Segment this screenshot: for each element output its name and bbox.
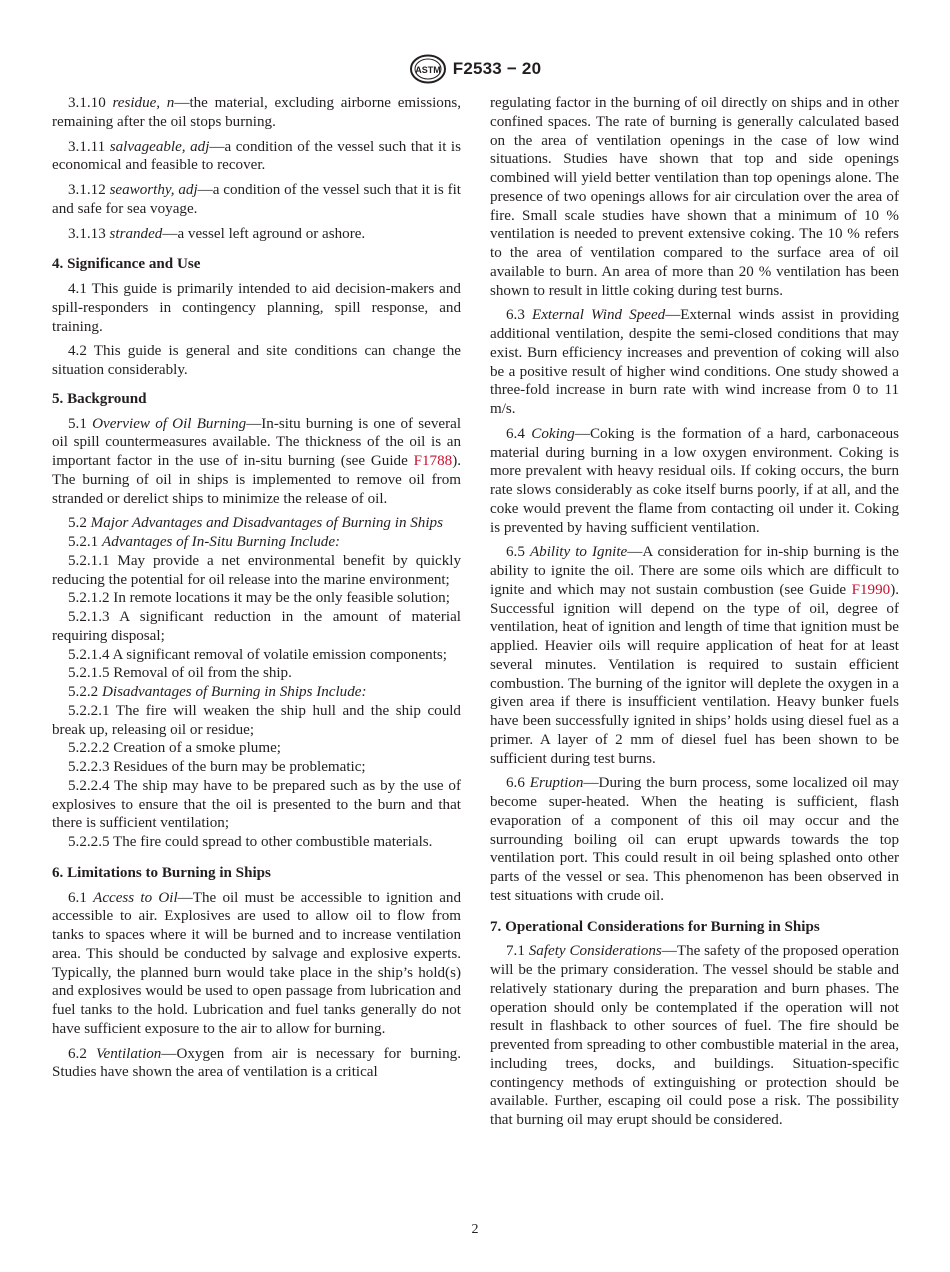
clause-5-2-2-4: 5.2.2.4 The ship may have to be prepared such as by the use of explosives to ensure that the oil is presented to the burn and that there is sufficient ventilation; xyxy=(52,777,461,832)
page-number: 2 xyxy=(471,1222,479,1237)
clause-4-1: 4.1 This guide is primarily intended to aid decision-makers and spill-responders in contingency planning, spill response, and training. xyxy=(52,281,461,335)
clause-5-2-2-2: 5.2.2.2 Creation of a smoke plume; xyxy=(68,740,281,757)
clause-5-2-1-1: 5.2.1.1 May provide a net environmental benefit by quickly reducing the potential for oil release into the marine environment; xyxy=(52,552,461,588)
clause-3-1-11: 3.1.11 salvageable, adj—a condition of the vessel such that it is economical and feasible to recover. xyxy=(52,138,461,174)
clause-5-2-1-3: 5.2.1.3 A significant reduction in the amount of material requiring disposal; xyxy=(52,609,461,644)
clause-6-5: 6.5 Ability to Ignite—A consideration for in-ship burning is the ability to ignite the oil. There are some oils which are difficult to ignite and which may not sustain combustion (see Guide F1990). Successful ignition will depend on the type of oil, degree of ventilation, heat of ignition and length of time that ignition must be applied. Heavier oils will require application of heat for at least several minutes. Ventilation is required to sustain efficient combustion. The burning of the ignitor will deplete the oxygen in a given area if there is insufficient ventilation. Heavy bunker fuels have been successfully ignited in ships’ holds using diesel fuel as a primer. A layer of 2 mm of diesel fuel has been shown to be sufficient during test burns. xyxy=(490,544,900,767)
page-header xyxy=(0,54,950,84)
clause-3-1-10: 3.1.10 residue, n—the material, excluding airborne emissions, remaining after the oil stops burning. xyxy=(52,95,462,130)
clause-3-1-12: 3.1.12 seaworthy, adj—a condition of the vessel such that it is fit and safe for sea voyage. xyxy=(52,182,461,217)
section-4-heading: 4. Significance and Use xyxy=(52,256,201,273)
section-6-heading: 6. Limitations to Burning in Ships xyxy=(52,864,271,881)
f1788-link[interactable]: F1788 xyxy=(413,453,453,469)
clause-5-2-2-1: 5.2.2.1 The fire will weaken the ship hull and the ship could break up, releasing oil or residue; xyxy=(52,702,461,738)
left-column xyxy=(52,94,461,1088)
clause-5-2-2: 5.2.2 Disadvantages of Burning in Ships Include: xyxy=(68,684,367,700)
astm-logo-icon xyxy=(409,54,447,84)
clause-4-2: 4.2 This guide is general and site conditions can change the situation considerably. xyxy=(52,343,461,378)
clause-3-1-13: 3.1.13 stranded—a vessel left aground or ashore. xyxy=(68,225,366,242)
section-5-heading: 5. Background xyxy=(52,390,147,407)
clause-6-6: 6.6 Eruption—During the burn process, some localized oil may become super-heated. When the heating is sufficient, flash evaporation of a component of this oil may occur and the surrounding boiling oil can erupt upwards towards the top ventilation port. This could result in oil being splashed onto other parts of the vessel or sea. This phenomenon has been observed in test situations with crude oil. xyxy=(490,775,899,904)
f1990-link[interactable]: F1990 xyxy=(851,581,891,598)
clause-5-2-1-5: 5.2.1.5 Removal of oil from the ship. xyxy=(68,665,292,682)
clause-6-4: 6.4 Coking—Coking is the formation of a hard, carbonaceous material during burning in a low oxygen environment. Coking is more prevalent with heavy residual oils. If coking occurs, the burn rate slows considerably as coke itself burns poorly, if at all, and the coke would prevent the flame from contacting oil under it. Coking is prevented by having sufficient ventilation. xyxy=(490,425,899,536)
clause-6-2: 6.2 Ventilation—Oxygen from air is necessary for burning. Studies have shown the area of ventilation is a critical xyxy=(52,1045,461,1081)
document-designation: F2533 − 20 xyxy=(452,59,542,78)
clause-5-2-1: 5.2.1 Advantages of In-Situ Burning Include: xyxy=(68,534,341,550)
clause-5-2-1-4: 5.2.1.4 A significant removal of volatile emission components; xyxy=(68,646,447,663)
clause-6-1: 6.1 Access to Oil—The oil must be accessible to ignition and accessible to air. Explosives are used to allow oil to flow from tanks to spaces where it will be burned and to increase ventilation area. This should be conducted by salvage and explosive experts. Typically, the planned burn would take place in the ship’s hold(s) and explosives would be used to open passage from lubrication and fuel tanks to the hold. Lubrication and fuel tanks generally do not have sufficient exposure to the air to allow for burning. xyxy=(52,889,461,1037)
clause-5-2: 5.2 Major Advantages and Disadvantages of Burning in Ships xyxy=(68,515,443,532)
clause-5-2-2-3: 5.2.2.3 Residues of the burn may be problematic; xyxy=(68,759,366,775)
right-column xyxy=(490,94,899,1136)
section-7-heading: 7. Operational Considerations for Burning in Ships xyxy=(490,918,820,935)
clause-5-1: 5.1 Overview of Oil Burning—In-situ burning is one of several oil spill countermeasures available. The thickness of the oil is an important factor in the use of in-situ burning (see Guide F1788). The burning of oil in ships is implemented to remove oil from stranded or derelict ships to minimize the release of oil. xyxy=(52,415,462,507)
clause-6-2-continued: regulating factor in the burning of oil directly on ships and in other confined spaces. The rate of burning is generally calculated based on the area of ventilation openings in the case of low wind situations. Studies have shown that top and side openings combined will yield better ventilation than top openings alone. The presence of two openings allows for air circulation over the area of fire. Small scale studies have shown that a minimum of 10 % ventilation is needed to prevent extensive coking. The 10 % refers to the area of ventilation compared to the surface area of oil available to burn. An area of more than 20 % ventilation has been shown to result in little coking during test burns. xyxy=(490,95,899,299)
logo-text: ASTM xyxy=(415,65,441,75)
clause-5-2-1-2: 5.2.1.2 In remote locations it may be the only feasible solution; xyxy=(68,590,450,607)
clause-6-3: 6.3 External Wind Speed—External winds assist in providing additional ventilation, despite the semi-closed conditions that may exist. Burn efficiency increases and prevention of coking will also be a positive result of higher wind conditions. One study showed a three-fold increase in burn rate with wind increase from 0 to 11 m/s. xyxy=(490,307,899,417)
clause-7-1: 7.1 Safety Considerations—The safety of the proposed operation will be the primary consideration. The vessel should be stable and relatively stationary during the preparation and burn phases. The operation should only be contemplated if the operation will not result in flashback to other sources of fuel. The fire should be prevented from spreading to other combustible material in the area, including trees, docks, and buildings. Situation-specific contingency methods of extinguishing or protection should be available. Further, escaping oil could pose a risk. The possibility that burning oil may erupt should be considered. xyxy=(490,943,899,1128)
clause-5-2-2-5: 5.2.2.5 The fire could spread to other combustible materials. xyxy=(68,834,433,850)
